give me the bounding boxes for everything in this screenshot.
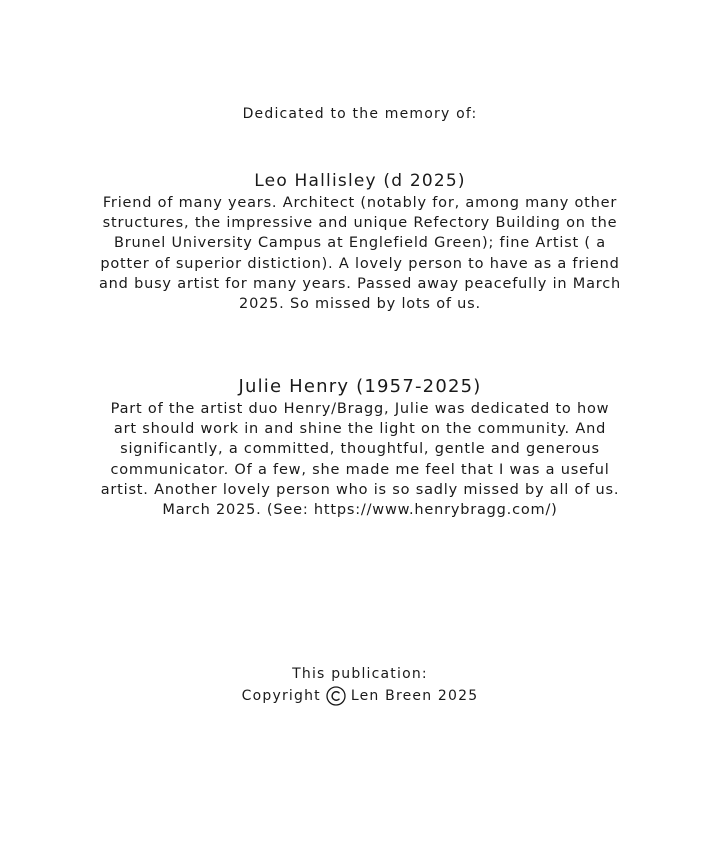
- dedication-heading: Dedicated to the memory of:: [242, 106, 478, 122]
- tribute-leo-text: Friend of many years. Architect (notably for, among many other structures, the impressive and unique Refectory Building on the Brunel University Campus at Englefield Green); fine Artist ( a potter of superior distiction). A lovely person to have as a friend and busy artist for many years. Passed away peacefully in March 2025. So missed by lots of us.: [98, 195, 621, 313]
- publication-info: [0, 663, 720, 707]
- tribute-leo-name: Leo Hallisley (d 2025): [254, 171, 466, 191]
- copyright-prefix: Copyright: [241, 688, 321, 704]
- tribute-julie-name: Julie Henry (1957-2025): [238, 376, 482, 397]
- publication-line: This publication:: [292, 666, 428, 682]
- copyright-icon: [326, 686, 346, 706]
- copyright-suffix: Len Breen 2025: [350, 688, 479, 704]
- tribute-julie: [0, 375, 720, 520]
- tribute-leo: [0, 169, 720, 314]
- copyright-line: [242, 685, 479, 707]
- tribute-julie-text: Part of the artist duo Henry/Bragg, Julie was dedicated to how art should work in and shine the light on the community. And significantly, a committed, thoughtful, gentle and generous communicator. Of a few, she made me feel that I was a useful artist. Another lovely person who is so sadly missed by all of us. March 2025. (See: https://www.henrybragg.com/): [100, 401, 620, 519]
